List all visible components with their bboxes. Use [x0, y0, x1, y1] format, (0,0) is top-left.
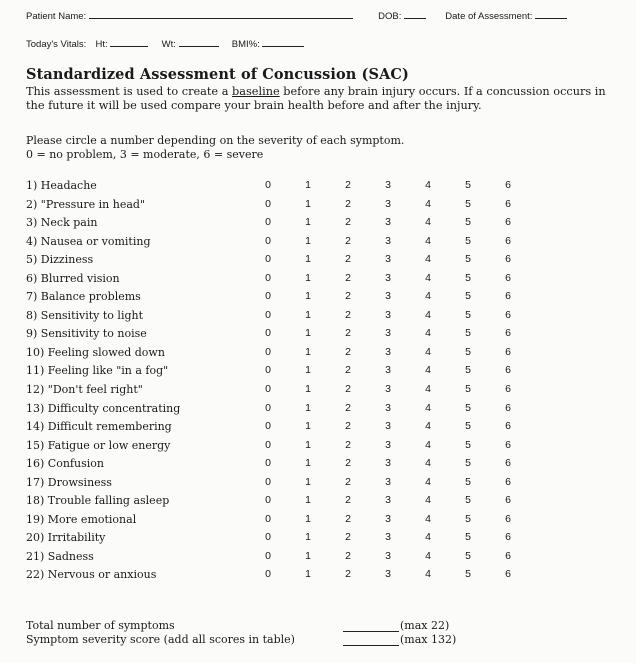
symptom-label: 10) Feeling slowed down	[26, 345, 165, 359]
symptom-label: 19) More emotional	[26, 512, 137, 526]
severity-option-3[interactable]: 3	[385, 512, 391, 525]
symptom-label: 6) Blurred vision	[26, 271, 120, 285]
symptom-label: 8) Sensitivity to light	[26, 308, 144, 322]
ht-label: Ht:	[95, 39, 108, 50]
severity-option-3[interactable]: 3	[385, 475, 391, 488]
severity-option-4[interactable]: 4	[425, 197, 431, 210]
symptom-row	[26, 568, 546, 587]
severity-option-6[interactable]: 6	[505, 253, 511, 266]
severity-option-1[interactable]: 1	[305, 457, 311, 470]
severity-option-0[interactable]: 0	[265, 290, 271, 303]
symptom-row	[26, 309, 546, 328]
symptom-label: 14) Difficult remembering	[26, 420, 172, 434]
severity-option-4[interactable]: 4	[425, 494, 431, 507]
total-symptoms-max: (max 22)	[400, 619, 450, 632]
severity-score-field[interactable]	[343, 644, 399, 646]
severity-option-5[interactable]: 5	[465, 234, 471, 247]
symptom-row	[26, 364, 546, 383]
severity-option-5[interactable]: 5	[465, 308, 471, 321]
severity-option-2[interactable]: 2	[345, 438, 351, 451]
severity-option-2[interactable]: 2	[345, 179, 351, 191]
severity-option-5[interactable]: 5	[465, 216, 471, 229]
severity-option-4[interactable]: 4	[425, 549, 431, 562]
severity-option-6[interactable]: 6	[505, 438, 511, 451]
symptom-label: 15) Fatigue or low energy	[26, 438, 171, 452]
severity-option-4[interactable]: 4	[425, 438, 431, 451]
severity-option-2[interactable]: 2	[345, 216, 351, 229]
symptom-row	[26, 253, 546, 272]
severity-option-6[interactable]: 6	[505, 216, 511, 229]
severity-option-1[interactable]: 1	[305, 364, 311, 377]
severity-option-0[interactable]: 0	[265, 457, 271, 470]
severity-option-5[interactable]: 5	[465, 290, 471, 303]
date-of-assessment-field[interactable]	[535, 9, 567, 19]
symptom-table	[26, 179, 546, 587]
symptom-row	[26, 402, 546, 421]
severity-option-0[interactable]: 0	[265, 549, 271, 562]
severity-option-6[interactable]: 6	[505, 494, 511, 507]
instruction-line-1: Please circle a number depending on the severity of each symptom.	[26, 134, 405, 147]
severity-option-0[interactable]: 0	[265, 531, 271, 544]
severity-option-6[interactable]: 6	[505, 327, 511, 340]
symptom-row	[26, 550, 546, 569]
severity-option-0[interactable]: 0	[265, 234, 271, 247]
severity-option-6[interactable]: 6	[505, 420, 511, 433]
severity-option-2[interactable]: 2	[345, 364, 351, 377]
severity-option-3[interactable]: 3	[385, 216, 391, 229]
symptom-row	[26, 439, 546, 458]
severity-option-4[interactable]: 4	[425, 253, 431, 266]
severity-option-2[interactable]: 2	[345, 327, 351, 340]
severity-option-2[interactable]: 2	[345, 234, 351, 247]
symptom-label: 17) Drowsiness	[26, 475, 112, 489]
severity-option-1[interactable]: 1	[305, 179, 311, 191]
symptom-label: 5) Dizziness	[26, 253, 94, 267]
severity-option-5[interactable]: 5	[465, 457, 471, 470]
symptom-label: 9) Sensitivity to noise	[26, 327, 147, 341]
symptom-row	[26, 327, 546, 346]
severity-option-6[interactable]: 6	[505, 364, 511, 377]
severity-option-5[interactable]: 5	[465, 401, 471, 414]
severity-option-0[interactable]: 0	[265, 308, 271, 321]
severity-option-6[interactable]: 6	[505, 271, 511, 284]
severity-option-4[interactable]: 4	[425, 420, 431, 433]
severity-option-5[interactable]: 5	[465, 494, 471, 507]
symptom-row	[26, 476, 546, 495]
severity-option-2[interactable]: 2	[345, 457, 351, 470]
severity-option-3[interactable]: 3	[385, 197, 391, 210]
severity-option-2[interactable]: 2	[345, 197, 351, 210]
total-symptoms-label: Total number of symptoms	[26, 619, 175, 632]
severity-option-0[interactable]: 0	[265, 364, 271, 377]
totals-section	[26, 619, 295, 646]
severity-option-6[interactable]: 6	[505, 549, 511, 562]
severity-option-0[interactable]: 0	[265, 475, 271, 488]
date-of-assessment-label: Date of Assessment:	[445, 11, 533, 22]
severity-option-1[interactable]: 1	[305, 271, 311, 284]
symptom-label: 18) Trouble falling asleep	[26, 494, 170, 508]
severity-option-2[interactable]: 2	[345, 531, 351, 544]
severity-option-3[interactable]: 3	[385, 308, 391, 321]
severity-option-4[interactable]: 4	[425, 383, 431, 396]
symptom-row	[26, 513, 546, 532]
severity-option-3[interactable]: 3	[385, 364, 391, 377]
severity-option-5[interactable]: 5	[465, 475, 471, 488]
severity-option-1[interactable]: 1	[305, 475, 311, 488]
symptom-label: 16) Confusion	[26, 457, 104, 471]
severity-option-2[interactable]: 2	[345, 568, 351, 581]
severity-option-3[interactable]: 3	[385, 457, 391, 470]
intro-text-2: before any brain injury occurs. If a concussion occurs in the future it will be used compare your brain health before and after the injury.	[26, 85, 606, 112]
severity-option-3[interactable]: 3	[385, 345, 391, 358]
ht-field[interactable]	[110, 37, 148, 47]
severity-option-2[interactable]: 2	[345, 401, 351, 414]
severity-option-5[interactable]: 5	[465, 253, 471, 266]
severity-option-1[interactable]: 1	[305, 234, 311, 247]
severity-option-3[interactable]: 3	[385, 234, 391, 247]
severity-option-1[interactable]: 1	[305, 253, 311, 266]
symptom-row	[26, 494, 546, 513]
severity-option-4[interactable]: 4	[425, 457, 431, 470]
patient-name-field[interactable]	[89, 9, 353, 19]
severity-option-4[interactable]: 4	[425, 290, 431, 303]
severity-option-4[interactable]: 4	[425, 216, 431, 229]
severity-option-3[interactable]: 3	[385, 438, 391, 451]
severity-score-max: (max 132)	[400, 633, 457, 646]
severity-option-2[interactable]: 2	[345, 475, 351, 488]
vitals-row	[26, 37, 610, 50]
intro-underlined-word: baseline	[232, 85, 280, 98]
severity-option-6[interactable]: 6	[505, 568, 511, 581]
severity-option-6[interactable]: 6	[505, 197, 511, 210]
severity-option-5[interactable]: 5	[465, 197, 471, 210]
severity-option-3[interactable]: 3	[385, 494, 391, 507]
severity-option-3[interactable]: 3	[385, 568, 391, 581]
symptom-label: 4) Nausea or vomiting	[26, 234, 151, 248]
symptom-row	[26, 290, 546, 309]
severity-option-0[interactable]: 0	[265, 494, 271, 507]
severity-option-3[interactable]: 3	[385, 549, 391, 562]
instructions	[26, 134, 404, 161]
severity-option-0[interactable]: 0	[265, 179, 271, 191]
severity-option-3[interactable]: 3	[385, 420, 391, 433]
severity-option-1[interactable]: 1	[305, 383, 311, 396]
severity-option-4[interactable]: 4	[425, 531, 431, 544]
symptom-label: 7) Balance problems	[26, 290, 141, 304]
wt-label: Wt:	[161, 39, 176, 50]
severity-option-3[interactable]: 3	[385, 253, 391, 266]
severity-option-0[interactable]: 0	[265, 345, 271, 358]
bmi-label: BMI%:	[231, 39, 260, 50]
severity-option-4[interactable]: 4	[425, 308, 431, 321]
severity-option-1[interactable]: 1	[305, 290, 311, 303]
severity-option-5[interactable]: 5	[465, 531, 471, 544]
severity-option-0[interactable]: 0	[265, 401, 271, 414]
bmi-field[interactable]	[262, 37, 304, 47]
symptom-row	[26, 179, 546, 198]
severity-option-6[interactable]: 6	[505, 457, 511, 470]
patient-name-label: Patient Name:	[26, 11, 87, 22]
severity-option-2[interactable]: 2	[345, 253, 351, 266]
intro-text-1: This assessment is used to create a	[26, 85, 233, 98]
page-title: Standardized Assessment of Concussion (SAC)	[26, 66, 410, 83]
severity-option-4[interactable]: 4	[425, 401, 431, 414]
severity-option-3[interactable]: 3	[385, 271, 391, 284]
severity-option-1[interactable]: 1	[305, 420, 311, 433]
dob-label: DOB:	[378, 11, 402, 22]
severity-option-2[interactable]: 2	[345, 494, 351, 507]
symptom-label: 2) "Pressure in head"	[26, 197, 146, 211]
symptom-row	[26, 531, 546, 550]
severity-option-4[interactable]: 4	[425, 345, 431, 358]
wt-field[interactable]	[179, 37, 219, 47]
severity-option-5[interactable]: 5	[465, 512, 471, 525]
symptom-row	[26, 457, 546, 476]
severity-option-1[interactable]: 1	[305, 549, 311, 562]
severity-option-5[interactable]: 5	[465, 438, 471, 451]
symptom-row	[26, 216, 546, 235]
severity-option-6[interactable]: 6	[505, 290, 511, 303]
severity-option-0[interactable]: 0	[265, 327, 271, 340]
severity-option-5[interactable]: 5	[465, 549, 471, 562]
severity-option-4[interactable]: 4	[425, 327, 431, 340]
severity-option-4[interactable]: 4	[425, 512, 431, 525]
severity-option-5[interactable]: 5	[465, 179, 471, 191]
severity-score-label: Symptom severity score (add all scores in table)	[26, 632, 295, 646]
severity-option-3[interactable]: 3	[385, 290, 391, 303]
severity-option-5[interactable]: 5	[465, 327, 471, 340]
severity-option-5[interactable]: 5	[465, 383, 471, 396]
symptom-row	[26, 272, 546, 291]
severity-option-0[interactable]: 0	[265, 197, 271, 210]
vitals-label: Today's Vitals:	[26, 39, 87, 50]
severity-option-5[interactable]: 5	[465, 364, 471, 377]
severity-option-2[interactable]: 2	[345, 271, 351, 284]
severity-option-6[interactable]: 6	[505, 401, 511, 414]
symptom-row	[26, 420, 546, 439]
severity-option-4[interactable]: 4	[425, 234, 431, 247]
symptom-label: 13) Difficulty concentrating	[26, 401, 181, 415]
severity-option-2[interactable]: 2	[345, 290, 351, 303]
severity-option-1[interactable]: 1	[305, 345, 311, 358]
severity-option-5[interactable]: 5	[465, 345, 471, 358]
severity-option-6[interactable]: 6	[505, 531, 511, 544]
severity-option-4[interactable]: 4	[425, 364, 431, 377]
severity-option-3[interactable]: 3	[385, 327, 391, 340]
severity-option-4[interactable]: 4	[425, 568, 431, 581]
symptom-row	[26, 346, 546, 365]
severity-option-1[interactable]: 1	[305, 197, 311, 210]
severity-option-6[interactable]: 6	[505, 383, 511, 396]
severity-option-0[interactable]: 0	[265, 420, 271, 433]
severity-option-6[interactable]: 6	[505, 308, 511, 321]
severity-option-2[interactable]: 2	[345, 512, 351, 525]
severity-option-3[interactable]: 3	[385, 401, 391, 414]
symptom-row	[26, 235, 546, 254]
severity-option-6[interactable]: 6	[505, 234, 511, 247]
severity-option-3[interactable]: 3	[385, 179, 391, 191]
total-symptoms-field[interactable]	[343, 630, 399, 632]
severity-option-0[interactable]: 0	[265, 253, 271, 266]
severity-option-1[interactable]: 1	[305, 568, 311, 581]
severity-option-6[interactable]: 6	[505, 475, 511, 488]
severity-option-6[interactable]: 6	[505, 179, 511, 191]
severity-option-1[interactable]: 1	[305, 401, 311, 414]
severity-option-0[interactable]: 0	[265, 438, 271, 451]
severity-option-0[interactable]: 0	[265, 512, 271, 525]
severity-option-5[interactable]: 5	[465, 420, 471, 433]
severity-option-2[interactable]: 2	[345, 549, 351, 562]
symptom-label: 3) Neck pain	[26, 216, 98, 230]
severity-option-2[interactable]: 2	[345, 345, 351, 358]
severity-option-3[interactable]: 3	[385, 383, 391, 396]
severity-option-1[interactable]: 1	[305, 216, 311, 229]
symptom-row	[26, 383, 546, 402]
severity-option-0[interactable]: 0	[265, 216, 271, 229]
severity-option-6[interactable]: 6	[505, 512, 511, 525]
symptom-row	[26, 198, 546, 217]
severity-option-2[interactable]: 2	[345, 383, 351, 396]
instruction-line-2: 0 = no problem, 3 = moderate, 6 = severe	[26, 147, 264, 161]
severity-option-5[interactable]: 5	[465, 271, 471, 284]
symptom-label: 22) Nervous or anxious	[26, 568, 157, 582]
severity-option-1[interactable]: 1	[305, 438, 311, 451]
symptom-label: 11) Feeling like "in a fog"	[26, 364, 169, 378]
symptom-label: 1) Headache	[26, 179, 97, 192]
symptom-label: 12) "Don't feel right"	[26, 383, 143, 397]
symptom-label: 21) Sadness	[26, 549, 94, 563]
severity-option-2[interactable]: 2	[345, 308, 351, 321]
severity-option-1[interactable]: 1	[305, 494, 311, 507]
severity-option-6[interactable]: 6	[505, 345, 511, 358]
dob-field[interactable]	[404, 9, 426, 19]
patient-info-row	[26, 9, 610, 22]
severity-option-2[interactable]: 2	[345, 420, 351, 433]
severity-option-0[interactable]: 0	[265, 568, 271, 581]
severity-option-1[interactable]: 1	[305, 327, 311, 340]
severity-option-1[interactable]: 1	[305, 531, 311, 544]
severity-option-1[interactable]: 1	[305, 512, 311, 525]
severity-option-0[interactable]: 0	[265, 271, 271, 284]
symptom-label: 20) Irritability	[26, 531, 106, 545]
severity-option-4[interactable]: 4	[425, 271, 431, 284]
severity-option-5[interactable]: 5	[465, 568, 471, 581]
severity-option-3[interactable]: 3	[385, 531, 391, 544]
severity-option-4[interactable]: 4	[425, 475, 431, 488]
severity-option-4[interactable]: 4	[425, 179, 431, 191]
intro-paragraph	[26, 85, 616, 113]
severity-option-0[interactable]: 0	[265, 383, 271, 396]
severity-option-1[interactable]: 1	[305, 308, 311, 321]
